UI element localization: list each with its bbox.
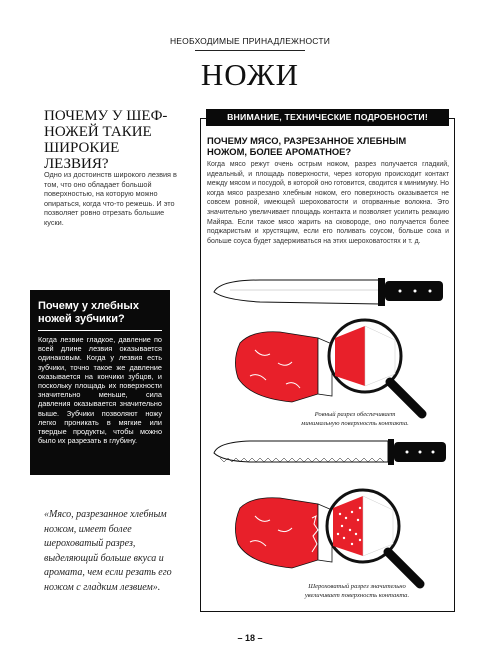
serrated-question: Почему у хлебных ножей зубчики? xyxy=(38,300,139,325)
box-divider xyxy=(38,330,162,331)
rough-cut-meat xyxy=(235,498,332,568)
panel-question: ПОЧЕМУ МЯСО, РАЗРЕЗАННОЕ ХЛЕБНЫМ НОЖОМ, БОЛЕЕ АРОМАТНОЕ? xyxy=(207,135,407,157)
serrated-knife-box xyxy=(30,290,170,475)
serrated-answer: Когда лезвие гладкое, давление по всей длине лезвия оказывается одинаковым. Когда у лезвия есть зубчики, точно такое же давление оказывается на кончики зубцов, и поскольку площадь их поверхности значительно меньше, сила давления оказывается значительно выше. Зубчики позволяют ножу легко проникать в мягкие или твердые продукты, чтобы можно было их разрезать в глубину. xyxy=(38,335,162,446)
left-question: ПОЧЕМУ У ШЕФ-НОЖЕЙ ТАКИЕ ШИРОКИЕ ЛЕЗВИЯ? xyxy=(44,108,168,172)
page-number: – 18 – xyxy=(237,633,263,643)
knife-illustrations xyxy=(200,268,455,612)
bread-knife-illustration xyxy=(214,439,446,465)
panel-heading: ВНИМАНИЕ, ТЕХНИЧЕСКИЕ ПОДРОБНОСТИ! xyxy=(206,109,449,126)
magnifier-smooth xyxy=(329,320,422,414)
panel-answer: Когда мясо режут очень острым ножом, разрез получается гладкий, идеальный, и площадь поверхности, через которую происходит контакт между мясом и посудой, в которой оно готовится, сводится к минимуму. Но когда мясо разрезано хлебным ножом, его поверхность оказывается не совсем ровной, имеющей шероховатости и оторванные волокна. Это значительно увеличивает площадь контакта и позволяет усилить реакцию Майяра. Если такое мясо жарить на сковороде, оно получается более поджаристым и хрустящим, если его поливать соусом, больше сока и больше соуса будет задерживаться на этих шероховатостях и т. д. xyxy=(207,161,449,245)
section-label: НЕОБХОДИМЫЕ ПРИНАДЛЕЖНОСТИ xyxy=(169,36,331,46)
magnifier-rough xyxy=(327,490,420,584)
smooth-cut-caption: Ровный разрез обеспечивает минимальную поверхность контакта. xyxy=(301,411,409,427)
chef-knife-illustration xyxy=(214,278,443,306)
title-rule xyxy=(195,50,305,51)
smooth-cut-meat xyxy=(235,332,332,402)
rough-cut-caption: Шероховатый разрез значительно увеличивает поверхность контакта. xyxy=(304,583,410,599)
page-title: НОЖИ xyxy=(200,57,300,92)
pull-quote: «Мясо, разрезанное хлебным ножом, имеет более шероховатый разрез, выделяющий больше вкуса и аромата, чем если резать его ножом с гладким лезвием». xyxy=(44,509,172,593)
left-answer: Одно из достоинств широкого лезвия в том, что оно обладает большой поверхностью, на которую можно опираться, когда что-то режешь. И это позволяет ровно отрезать большие куски. xyxy=(44,170,177,227)
